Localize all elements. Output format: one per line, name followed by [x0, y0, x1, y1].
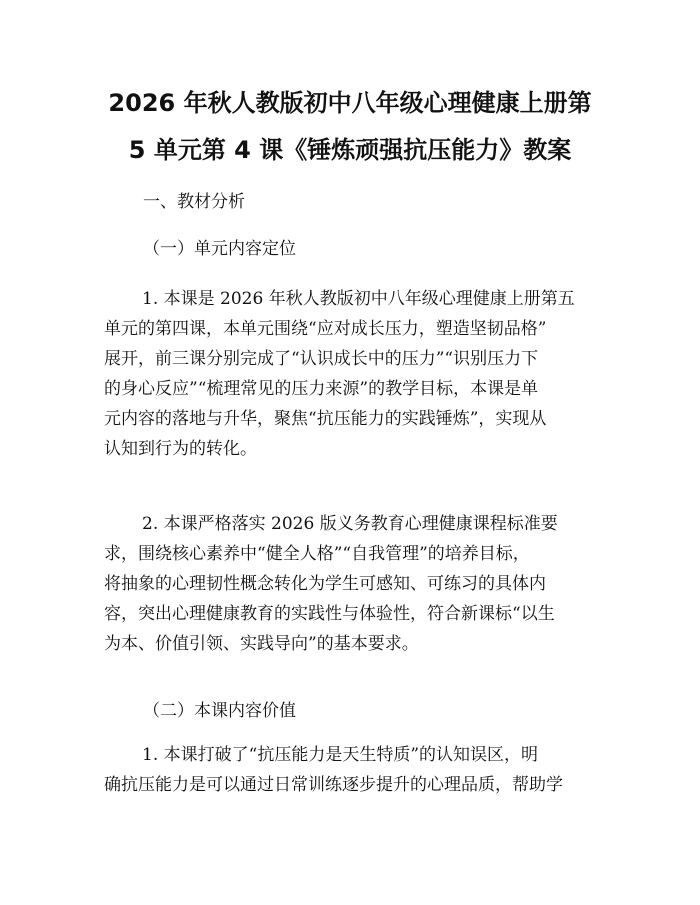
- subsection-heading-unit-positioning: （一）单元内容定位: [143, 239, 296, 259]
- paragraph-line: 求，围绕核心素养中“健全人格”“自我管理”的培养目标，: [104, 544, 530, 564]
- paragraph-line: 将抽象的心理韧性概念转化为学生可感知、可练习的具体内: [104, 574, 546, 594]
- paragraph-line: 单元的第四课，本单元围绕“应对成长压力，塑造坚韧品格”: [104, 319, 547, 339]
- paragraph-lesson-value-1: [104, 740, 612, 800]
- paragraph-line: 容，突出心理健康教育的实践性与体验性，符合新课标“以生: [104, 604, 555, 624]
- paragraph-line: 1. 本课是 2026 年秋人教版初中八年级心理健康上册第五: [142, 289, 575, 309]
- paragraph-line: 为本、价值引领、实践导向”的基本要求。: [104, 634, 419, 654]
- document-title-line-1: 2026 年秋人教版初中八年级心理健康上册第: [108, 89, 592, 117]
- paragraph-line: 认知到行为的转化。: [104, 439, 257, 459]
- paragraph-line: 确抗压能力是可以通过日常训练逐步提升的心理品质，帮助学: [104, 775, 563, 795]
- paragraph-unit-positioning-1: [104, 284, 612, 464]
- paragraph-line: 元内容的落地与升华，聚焦“抗压能力的实践锤炼”，实现从: [104, 409, 547, 429]
- document-title-line-2: 5 单元第 4 课《锤炼顽强抗压能力》教案: [128, 136, 572, 164]
- paragraph-line: 1. 本课打破了“抗压能力是天生特质”的认知误区，明: [142, 745, 539, 765]
- paragraph-line: 2. 本课严格落实 2026 版义务教育心理健康课程标准要: [142, 514, 558, 534]
- paragraph-line: 展开，前三课分别完成了“认识成长中的压力”“识别压力下: [104, 349, 539, 369]
- subsection-heading-lesson-value: （二）本课内容价值: [143, 701, 296, 721]
- section-heading-textbook-analysis: 一、教材分析: [143, 192, 245, 212]
- paragraph-line: 的身心反应”“梳理常见的压力来源”的教学目标，本课是单: [104, 379, 539, 399]
- paragraph-unit-positioning-2: [104, 509, 612, 659]
